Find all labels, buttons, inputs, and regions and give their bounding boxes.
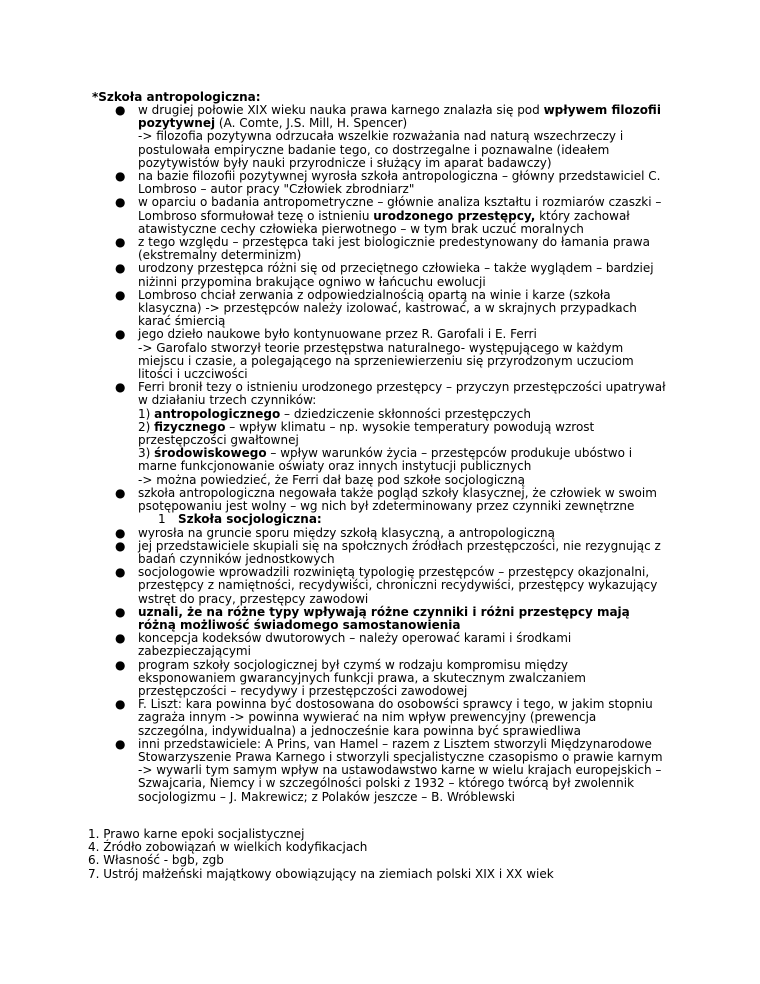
topic-line: 6. Własność - bgb, zgb [88, 853, 224, 868]
item-text: socjologowie wprowadzili rozwiniętą typologię przestępców – przestępcy okazjonalni, przestępcy z namiętności, recydywiści, chroniczni recydywiści, przestępcy wykazujący wstręt do pracy, przestępcy zawodowi [138, 565, 658, 606]
topic-line: 7. Ustrój małżeński majątkowy obowiązujący na ziemiach polski XIX i XX wiek [88, 866, 554, 881]
item-subtext: -> wywarli tym samym wpływ na ustawodawstwo karne w wielu krajach europejskich – Szwajcaria, Niemcy i w szczególności polski z 1932 – którego twórcą był zwolennik socjologizmu – J. Makrewicz; z Polaków jeszcze – B. Wróblewski [138, 763, 662, 804]
list-item [88, 104, 668, 170]
list-item [88, 606, 668, 632]
item-subtext: -> można powiedzieć, że Ferri dał bazę pod szkołe socjologiczną [138, 472, 526, 487]
bullet-icon: ● [115, 169, 126, 184]
bullet-icon: ● [115, 287, 126, 302]
list-item [88, 659, 668, 699]
bullet-icon: ● [115, 380, 126, 395]
item-text: F. Liszt: kara powinna być dostosowana do osobowści sprawcy i tego, w jakim stopniu zagraża innym -> powinna wywierać na nim wpływ prewencyjny (prewencja szczególna, indywidualna) a jednocześnie kara powinna być sprawiedliwa [138, 697, 653, 738]
list-item [88, 566, 668, 606]
section-heading-sociological: 1 Szkoła socjologiczna: [158, 512, 322, 527]
list-item [88, 632, 668, 658]
list-item [88, 540, 668, 566]
item-subtext: -> filozofia pozytywna odrzucała wszelkie rozważania nad naturą wszechrzeczy i postulowała empiryczne badanie tego, co dostrzegalne i poznawalne (ideałem pozytywistów były nauki przyrodnicze i służący im aparat badawczy) [138, 129, 624, 170]
list-item [88, 196, 668, 236]
bullet-icon: ● [115, 525, 126, 540]
bullet-icon: ● [115, 604, 126, 619]
bullet-icon: ● [115, 261, 126, 276]
topic-line: 4. Źródło zobowiązań w wielkich kodyfikacjach [88, 840, 368, 855]
bullet-icon: ● [115, 697, 126, 712]
list-item [88, 262, 668, 288]
item-text: z tego względu – przestępca taki jest biologicznie predestynowany do łamania prawa (ekstremalny determinizm) [138, 235, 650, 263]
bullet-icon: ● [115, 538, 126, 553]
bullet-list [88, 104, 668, 804]
list-item [88, 487, 668, 513]
item-text: program szkoły socjologicznej był czymś w rodzaju kompromisu między eksponowaniem gwarancyjnych funkcji prawa, a skutecznym zwalczaniem przestępczości – recydywy i przestępczości zawodowej [138, 657, 586, 698]
item-text: urodzony przestępca różni się od przeciętnego człowieka – także wyglądem – bardziej niżinni przypomina brakujące ogniwo w łańcuchu ewolucji [138, 261, 654, 289]
item-text: w drugiej połowie XIX wieku nauka prawa karnego znalazła się pod wpływem filozofii pozytywnej (A. Comte, J.S. Mill, H. Spencer) [138, 103, 661, 131]
item-text: koncepcja kodeksów dwutorowych – należy operować karami i środkami zabezpieczającymi [138, 631, 572, 659]
item-text: inni przedstawiciele: A Prins, van Hamel – razem z Lisztem stworzyli Międzynarodowe Stowarzyszenie Prawa Karnego i stworzyli specjalistyczne czasopismo o prawie karnym [138, 736, 663, 764]
bullet-icon: ● [115, 631, 126, 646]
item-text: jego dzieło naukowe było kontynuowane przez R. Garofali i E. Ferri [138, 327, 537, 342]
item-text: Lombroso chciał zerwania z odpowiedzialnością opartą na winie i karze (szkoła klasyczna) -> przestępców należy izolować, kastrować, a w skrajnych przypadkach karać śmiercią [138, 287, 637, 329]
list-item [88, 328, 668, 381]
factor-anthropological: 1) antropologicznego – dziedziczenie skłonności przestępczych [138, 406, 532, 421]
list-item [88, 527, 668, 540]
item-subtext: -> Garofalo stworzył teorie przestępstwa naturalnego- występującego w każdym miejscu i czasie, a polegającego na sprzeniewierzeniu się przyrodzonym uczuciom litości i uczciwości [138, 340, 634, 382]
bullet-icon: ● [115, 657, 126, 672]
section-heading-anthropological: *Szkoła antropologiczna: [92, 90, 261, 104]
topic-line: 1. Prawo karne epoki socjalistycznej [88, 827, 305, 841]
bullet-icon: ● [115, 235, 126, 250]
item-text: wyrosła na gruncie sporu między szkołą klasyczną, a antropologiczną [138, 525, 555, 540]
item-text: uznali, że na różne typy wpływają różne czynniki i różni przestępcy mają różną możliwość świadomego samostanowienia [138, 604, 630, 632]
bullet-icon: ● [115, 736, 126, 751]
list-item [88, 289, 668, 329]
list-item [88, 738, 668, 804]
factor-physical: 2) fizycznego – wpływ klimatu – np. wysokie temperatury powodują wzrost przestępczości gwałtownej [138, 419, 595, 448]
list-item [88, 236, 668, 262]
bullet-icon: ● [115, 327, 126, 342]
bullet-icon: ● [115, 485, 126, 500]
topics-list [88, 828, 688, 881]
bullet-icon: ● [115, 195, 126, 210]
item-text: na bazie filozofii pozytywnej wyrosła szkoła antropologiczna – główny przedstawiciel C. Lombroso – autor pracy "Człowiek zbrodniarz" [138, 169, 661, 197]
item-text: jej przedstawiciele skupiali się na społcznych źródłach przestępczości, nie rezygnując z badań czynników jednostkowych [138, 538, 661, 566]
item-text: w oparciu o badania antropometryczne – głównie analiza kształtu i rozmiarów czaszki – Lombroso sformułował tezę o istnieniu urodzonego przestępcy, który zachował atawistyczne cechy człowieka pierwotnego – w tym brak uczuć moralnych [138, 195, 662, 236]
item-text: szkoła antropologiczna negowała także pogląd szkoły klasycznej, że człowiek w swoim psotępowaniu jest wolny – wg nich był zdeterminowany przez czynniki zewnętrzne [138, 485, 657, 514]
item-text: Ferri bronił tezy o istnieniu urodzonego przestępcy – przyczyn przestępczości upatrywał w działaniu trzech czynników: [138, 380, 666, 408]
bullet-icon: ● [115, 103, 126, 117]
factor-environmental: 3) środowiskowego – wpływ warunków życia – przestępców produkuje ubóstwo i marne funkcjonowanie oświaty oraz innych instytucji publicznych [138, 446, 633, 474]
list-item [88, 170, 668, 196]
list-item [88, 381, 668, 487]
list-item [88, 698, 668, 738]
bullet-icon: ● [115, 565, 126, 580]
